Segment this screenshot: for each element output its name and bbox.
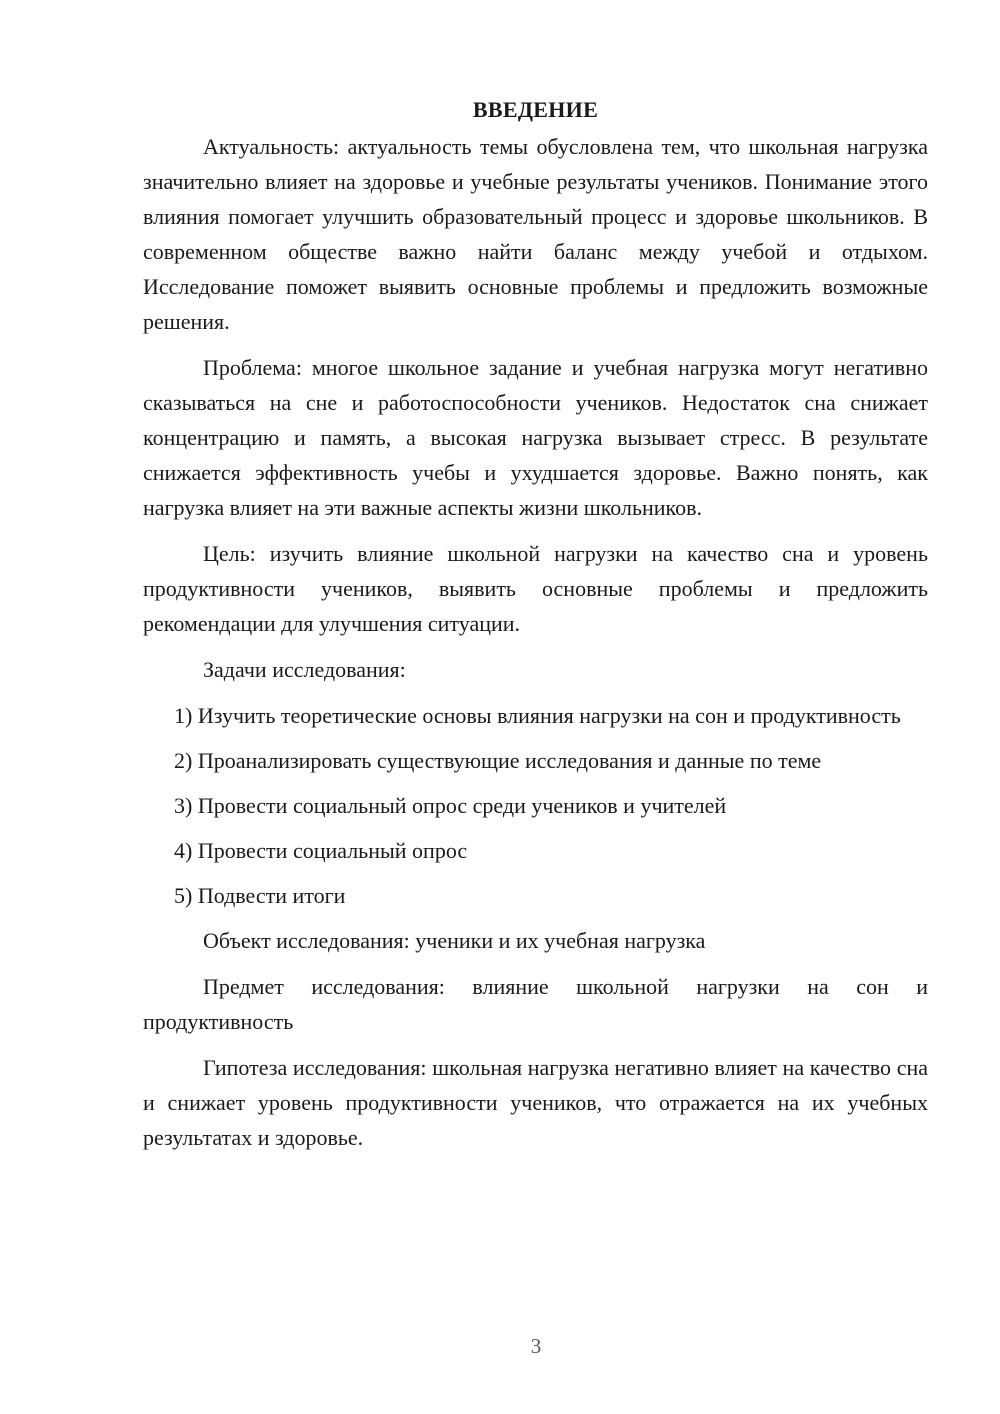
task-item-3: 3) Провести социальный опрос среди учеников и учителей [174,793,727,818]
task-item-1: 1) Изучить теоретические основы влияния нагрузки на сон и продуктивность [174,703,901,728]
task-item-2: 2) Проанализировать существующие исследования и данные по теме [174,748,822,773]
section-heading: ВВЕДЕНИЕ [472,97,599,122]
paragraph-object: Объект исследования: ученики и их учебная нагрузка [203,928,706,953]
tasks-title: Задачи исследования: [203,657,406,682]
page-number: 3 [530,1334,542,1358]
paragraph-problem: Проблема: многое школьное задание и учебная нагрузка могут негативно сказываться на сне и работоспособности учеников. Недостаток сна снижает концентрацию и память, а высокая нагрузка вызывает стресс. В результате снижается эффективность учебы и ухудшается здоровье. Важно понять, как нагрузка влияет на эти важные аспекты жизни школьников. [143,355,928,520]
paragraph-hypothesis: Гипотеза исследования: школьная нагрузка негативно влияет на качество сна и снижает уровень продуктивности учеников, что отражается на их учебных результатах и здоровье. [143,1055,928,1150]
task-item-5: 5) Подвести итоги [174,883,346,908]
paragraph-subject: Предмет исследования: влияние школьной нагрузки на сон и продуктивность [143,974,928,1034]
task-item-4: 4) Провести социальный опрос [174,838,468,863]
paragraph-goal: Цель: изучить влияние школьной нагрузки на качество сна и уровень продуктивности учеников, выявить основные проблемы и предложить рекомендации для улучшения ситуации. [143,541,928,636]
page-content [143,92,928,1166]
paragraph-relevance: Актуальность: актуальность темы обусловлена тем, что школьная нагрузка значительно влияет на здоровье и учебные результаты учеников. Понимание этого влияния помогает улучшить образовательный процесс и здоровье школьников. В современном обществе важно найти баланс между учебой и отдыхом. Исследование поможет выявить основные проблемы и предложить возможные решения. [143,134,928,334]
